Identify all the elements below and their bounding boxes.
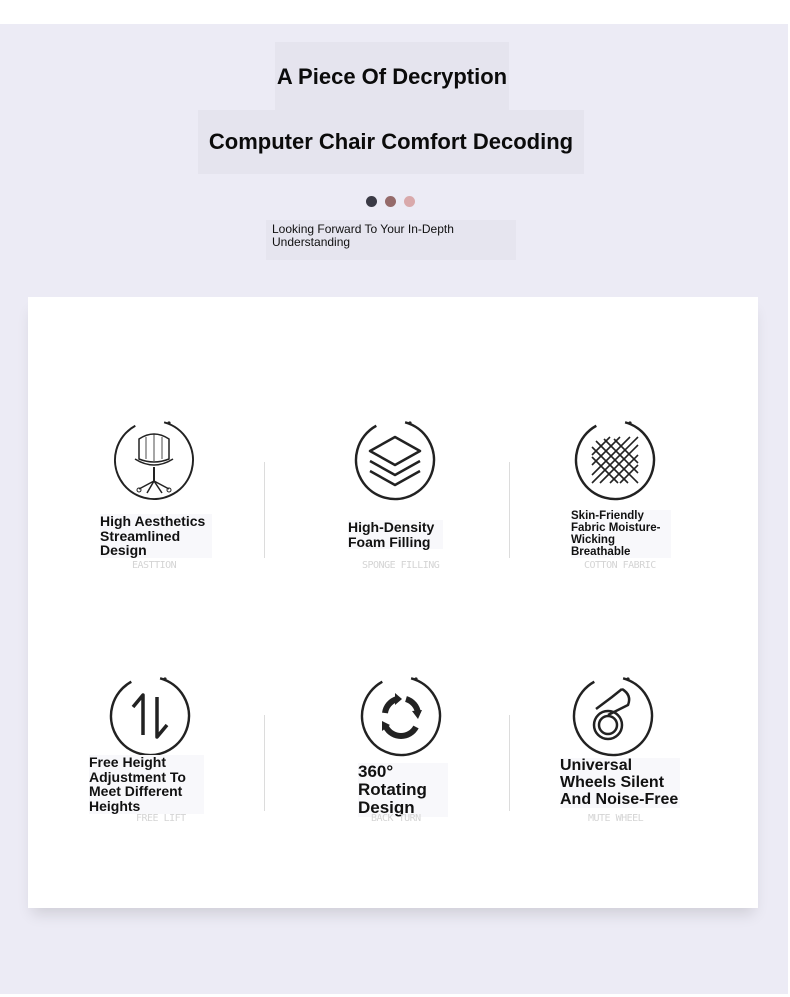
caster-wheel-icon [572,675,654,757]
dot-pink [404,196,415,207]
divider [509,462,510,558]
features-card [28,297,758,908]
up-down-arrows-icon [109,675,191,757]
page-subtitle: Computer Chair Comfort Decoding [198,110,584,174]
office-chair-icon [113,419,195,501]
dot-mauve [385,196,396,207]
feature-label: High-Density Foam Filling [348,520,443,549]
feature-sublabel: FREE LIFT [136,813,186,824]
divider [509,715,510,811]
woven-fabric-icon [574,419,656,501]
page-background [0,24,788,994]
page-title: A Piece Of Decryption [275,42,509,112]
tagline: Looking Forward To Your In-Depth Understanding [266,220,516,260]
dot-indicator [366,196,415,207]
feature-label: Free Height Adjustment To Meet Different Heights [89,755,204,814]
feature-sublabel: BACK TURN [371,813,421,824]
feature-sublabel: SPONGE FILLING [362,560,440,571]
divider [264,715,265,811]
feature-sublabel: EASTTION [132,560,177,571]
feature-label: High Aesthetics Streamlined Design [100,514,212,558]
divider [264,462,265,558]
feature-label: Universal Wheels Silent And Noise-Free [560,757,679,808]
feature-label: Skin-Friendly Fabric Moisture-Wicking Breathable [571,510,671,558]
dot-dark [366,196,377,207]
feature-sublabel: COTTON FABRIC [584,560,656,571]
rotate-arrows-icon [360,675,442,757]
feature-sublabel: MUTE WHEEL [588,813,644,824]
feature-label: 360° Rotating Design [358,763,448,817]
layers-icon [354,419,436,501]
